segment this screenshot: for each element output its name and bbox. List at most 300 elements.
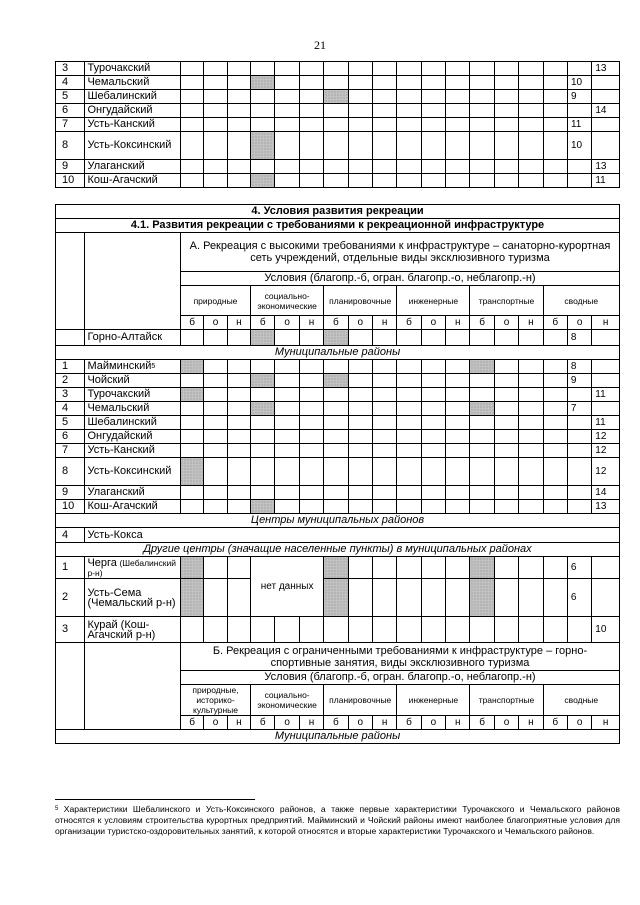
condition-cell [180,458,203,486]
condition-cell [543,430,567,444]
letter-header: о [421,316,445,330]
condition-cell [227,430,250,444]
conditions-label-b: Условия (благопр.-б, огран. благопр.-о, неблагопр.-н) [180,671,619,685]
letter-header: б [251,316,275,330]
summary-n-cell: 13 [592,62,620,76]
condition-cell [180,118,203,132]
condition-cell [372,90,396,104]
summary-n-cell [592,132,620,160]
condition-cell [494,430,518,444]
table-row [56,402,620,416]
condition-cell [494,416,518,430]
condition-cell [180,160,203,174]
summary-n-cell: 12 [592,444,620,458]
summary-n-cell [592,557,620,579]
row-number: 4 [56,76,85,90]
condition-cell [494,617,518,643]
condition-cell [494,132,518,160]
condition-cell [348,458,372,486]
condition-cell [397,557,421,579]
row-name: Чемальский [85,76,181,90]
condition-cell [348,557,372,579]
group-header: транспортные [470,286,543,316]
summary-n-cell: 13 [592,500,620,514]
condition-cell [348,62,372,76]
condition-cell [204,486,227,500]
summary-o-cell: 6 [567,557,591,579]
condition-cell [348,486,372,500]
condition-cell [519,118,543,132]
header-blank [85,643,181,730]
subsection-title: 4.1. Развития рекреации с требованиями к рекреационной инфраструктуре [56,219,620,233]
summary-n-cell: 14 [592,104,620,118]
condition-cell [372,76,396,90]
condition-cell [543,374,567,388]
condition-cell [397,90,421,104]
summary-n-cell [592,374,620,388]
condition-cell [348,90,372,104]
condition-cell [275,430,299,444]
condition-cell [397,118,421,132]
condition-cell [227,486,250,500]
summary-o-cell [567,458,591,486]
condition-cell [251,360,275,374]
letter-header: о [348,316,372,330]
condition-cell [324,500,348,514]
summary-o-cell [567,388,591,402]
condition-cell [227,76,250,90]
condition-cell [324,104,348,118]
letter-header-b: о [567,716,591,730]
condition-cell [204,416,227,430]
letter-header: н [592,316,620,330]
row-number: 10 [56,500,85,514]
condition-cell [421,579,445,617]
condition-cell [372,617,396,643]
condition-cell [543,62,567,76]
row-number: 1 [56,557,85,579]
condition-cell [446,374,470,388]
condition-cell [470,444,494,458]
condition-cell [372,486,396,500]
condition-cell [324,360,348,374]
condition-cell [227,388,250,402]
condition-cell [372,444,396,458]
condition-cell [519,557,543,579]
condition-cell [251,617,275,643]
condition-cell [543,444,567,458]
table-row [56,500,620,514]
condition-cell [348,444,372,458]
condition-cell [421,416,445,430]
group-header: социально-экономические [251,286,324,316]
condition-cell [446,444,470,458]
letter-header: о [204,316,227,330]
condition-cell [494,118,518,132]
row-name: Онгудайский [85,104,181,118]
condition-cell [204,444,227,458]
condition-cell [348,104,372,118]
row-name: Шебалинский [85,90,181,104]
condition-cell [324,557,348,579]
condition-cell [446,104,470,118]
letter-header: н [446,316,470,330]
row-name-text: Чойский [87,374,130,386]
condition-cell [348,388,372,402]
condition-cell [421,500,445,514]
condition-cell [470,374,494,388]
summary-n-cell: 11 [592,388,620,402]
condition-cell [348,430,372,444]
table-row [56,360,620,374]
row-number [56,330,85,346]
condition-cell [299,458,323,486]
table-row [56,528,620,543]
condition-cell [372,374,396,388]
condition-cell [348,416,372,430]
condition-cell [519,486,543,500]
condition-cell [180,104,203,118]
letter-header-b: н [299,716,323,730]
row-name-text: Турочакский [87,388,151,400]
summary-n-cell [592,360,620,374]
condition-cell [494,402,518,416]
continuation-table [55,61,620,188]
condition-cell [180,557,203,579]
condition-cell [180,579,203,617]
condition-cell [227,617,250,643]
row-name-text: Улаганский [87,486,145,498]
condition-cell [519,458,543,486]
condition-cell [446,360,470,374]
condition-cell [519,104,543,118]
condition-cell [494,360,518,374]
condition-cell [227,402,250,416]
condition-cell [372,160,396,174]
condition-cell [227,160,250,174]
row-name: Улаганский [85,160,181,174]
condition-cell [372,500,396,514]
condition-cell [204,458,227,486]
table-row [56,486,620,500]
condition-cell [421,330,445,346]
condition-cell [275,174,299,188]
row-name-text: Шебалинский [87,416,157,428]
table-row [56,430,620,444]
condition-cell [519,579,543,617]
summary-n-cell: 11 [592,174,620,188]
table-row [56,444,620,458]
condition-cell [204,118,227,132]
header-blank [56,643,85,730]
condition-cell [446,76,470,90]
letter-header-b: о [348,716,372,730]
letter-header: о [275,316,299,330]
condition-cell [519,374,543,388]
row-number: 2 [56,579,85,617]
row-name [85,402,181,416]
condition-cell [397,76,421,90]
condition-cell [470,160,494,174]
table-row [56,160,620,174]
condition-cell [251,330,275,346]
table-row [56,174,620,188]
condition-cell [446,557,470,579]
condition-cell [227,444,250,458]
letter-header-b: н [446,716,470,730]
condition-cell [470,579,494,617]
condition-cell [446,174,470,188]
condition-cell [299,388,323,402]
row-number: 8 [56,132,85,160]
row-name-text: Черга [87,556,117,569]
letter-header-b: о [494,716,518,730]
table-row [56,132,620,160]
condition-cell [204,174,227,188]
recreation-conditions-table [55,204,620,744]
condition-cell [421,118,445,132]
summary-n-cell: 12 [592,430,620,444]
condition-cell [251,374,275,388]
condition-cell [519,76,543,90]
condition-cell [397,330,421,346]
condition-cell [397,458,421,486]
header-blank [56,233,85,330]
condition-cell [446,402,470,416]
group-header: природные [180,286,250,316]
muni-header: Муниципальные районы [56,346,620,360]
condition-cell [204,617,227,643]
other-centers-header: Другие центры (значащие населенные пункты) в муниципальных районах [56,543,620,557]
condition-cell [204,402,227,416]
row-number: 6 [56,104,85,118]
row-name-text: Чемальский [87,402,150,414]
condition-cell [227,62,250,76]
row-number: 9 [56,486,85,500]
condition-cell [204,62,227,76]
summary-n-cell [592,579,620,617]
summary-n-cell [592,330,620,346]
condition-cell [397,617,421,643]
condition-cell [227,374,250,388]
condition-cell [421,374,445,388]
condition-cell [421,62,445,76]
group-header: инженерные [397,286,470,316]
condition-cell [299,160,323,174]
header-blank [85,233,181,330]
condition-cell [204,360,227,374]
condition-cell [275,374,299,388]
table-row [56,579,620,617]
condition-cell [348,360,372,374]
condition-cell [397,444,421,458]
condition-cell [299,430,323,444]
group-header-b: природные, историко-культурные [180,685,250,716]
row-name [85,374,181,388]
condition-cell [421,174,445,188]
condition-cell [275,360,299,374]
condition-cell [446,458,470,486]
condition-cell [348,174,372,188]
condition-cell [204,374,227,388]
condition-cell [421,360,445,374]
summary-o-cell [567,104,591,118]
condition-cell [275,402,299,416]
summary-o-cell [567,160,591,174]
summary-n-cell: 10 [592,617,620,643]
condition-cell [397,132,421,160]
summary-o-cell [567,617,591,643]
row-number: 8 [56,458,85,486]
condition-cell [299,374,323,388]
condition-cell [324,132,348,160]
summary-n-cell: 12 [592,458,620,486]
row-name [85,416,181,430]
summary-n-cell: 14 [592,486,620,500]
summary-o-cell: 9 [567,90,591,104]
condition-cell [251,458,275,486]
condition-cell [204,104,227,118]
row-name [85,430,181,444]
condition-cell [494,90,518,104]
condition-cell [324,402,348,416]
condition-cell [251,90,275,104]
footnote-rule [55,799,255,800]
condition-cell [519,90,543,104]
condition-cell [299,617,323,643]
condition-cell [204,132,227,160]
condition-cell [494,160,518,174]
condition-cell [397,486,421,500]
group-header-b: социально-экономические [251,685,324,716]
condition-cell [275,118,299,132]
condition-cell [372,416,396,430]
condition-cell [180,62,203,76]
condition-cell [324,62,348,76]
condition-cell [180,486,203,500]
summary-o-cell [567,174,591,188]
letter-header: б [180,316,203,330]
condition-cell [299,104,323,118]
summary-o-cell: 6 [567,579,591,617]
row-name: Усть-Кокса [85,528,620,543]
condition-cell [204,579,227,617]
condition-cell [543,500,567,514]
condition-cell [299,416,323,430]
condition-cell [299,330,323,346]
condition-cell [372,174,396,188]
condition-cell [324,118,348,132]
summary-n-cell [592,402,620,416]
condition-cell [421,104,445,118]
condition-cell [372,104,396,118]
condition-cell [324,160,348,174]
condition-cell [324,458,348,486]
summary-o-cell [567,430,591,444]
condition-cell [446,62,470,76]
letter-header-b: б [180,716,203,730]
condition-cell [299,132,323,160]
condition-cell [275,104,299,118]
condition-cell [324,579,348,617]
table-row [56,514,620,528]
condition-cell [421,90,445,104]
condition-cell [372,388,396,402]
condition-cell [299,90,323,104]
condition-cell [446,160,470,174]
row-number: 1 [56,360,85,374]
condition-cell [372,430,396,444]
row-name-text: Усть-Коксинский [87,465,172,477]
table-row [56,643,620,671]
condition-cell [204,388,227,402]
table-row [56,76,620,90]
condition-cell [397,579,421,617]
condition-cell [446,388,470,402]
condition-cell [543,104,567,118]
condition-cell [494,444,518,458]
row-name: Усть-Коксинский [85,132,181,160]
condition-cell [251,132,275,160]
condition-cell [348,118,372,132]
condition-cell [372,62,396,76]
condition-cell [421,76,445,90]
condition-cell [446,500,470,514]
letter-header: б [397,316,421,330]
row-number: 7 [56,444,85,458]
condition-cell [494,104,518,118]
condition-cell [299,174,323,188]
condition-cell [275,617,299,643]
condition-cell [324,617,348,643]
table-row [56,458,620,486]
condition-cell [180,90,203,104]
condition-cell [519,388,543,402]
row-name-text: Усть-Сема (Чемальский р-н) [87,586,176,609]
footnote-text: Характеристики Шебалинского и Усть-Коксинского районов, а также первые характеристики Турочакского и Чемальского районов относятся к условиям строительства курортных предприятий. Майминский и Чойский районы имеют наиболее благоприятные условия для организации туристско-оздоровительных занятий, к которой относятся и вторые характеристики Турочакского и Чемальского районов. [55,804,620,836]
group-header-b: планировочные [324,685,397,716]
condition-cell [180,132,203,160]
row-name [85,458,181,486]
row-number: 3 [56,617,85,643]
condition-cell [227,90,250,104]
condition-cell [421,617,445,643]
group-header-b: транспортные [470,685,543,716]
condition-cell [397,374,421,388]
letter-header-b: б [324,716,348,730]
condition-cell [299,76,323,90]
condition-cell [543,579,567,617]
summary-n-cell [592,76,620,90]
condition-cell [397,388,421,402]
condition-cell [251,160,275,174]
section-title: 4. Условия развития рекреации [56,205,620,219]
condition-cell [251,486,275,500]
table-row [56,330,620,346]
letter-header-b: н [519,716,543,730]
row-name-text: Курай (Кош-Агачский р-н) [87,618,156,641]
condition-cell [227,360,250,374]
condition-cell [519,402,543,416]
table-row [56,543,620,557]
letter-header-b: о [275,716,299,730]
condition-cell [227,104,250,118]
letter-header-b: н [592,716,620,730]
letter-header-b: н [227,716,250,730]
condition-cell [204,330,227,346]
row-number: 2 [56,374,85,388]
condition-cell [204,90,227,104]
